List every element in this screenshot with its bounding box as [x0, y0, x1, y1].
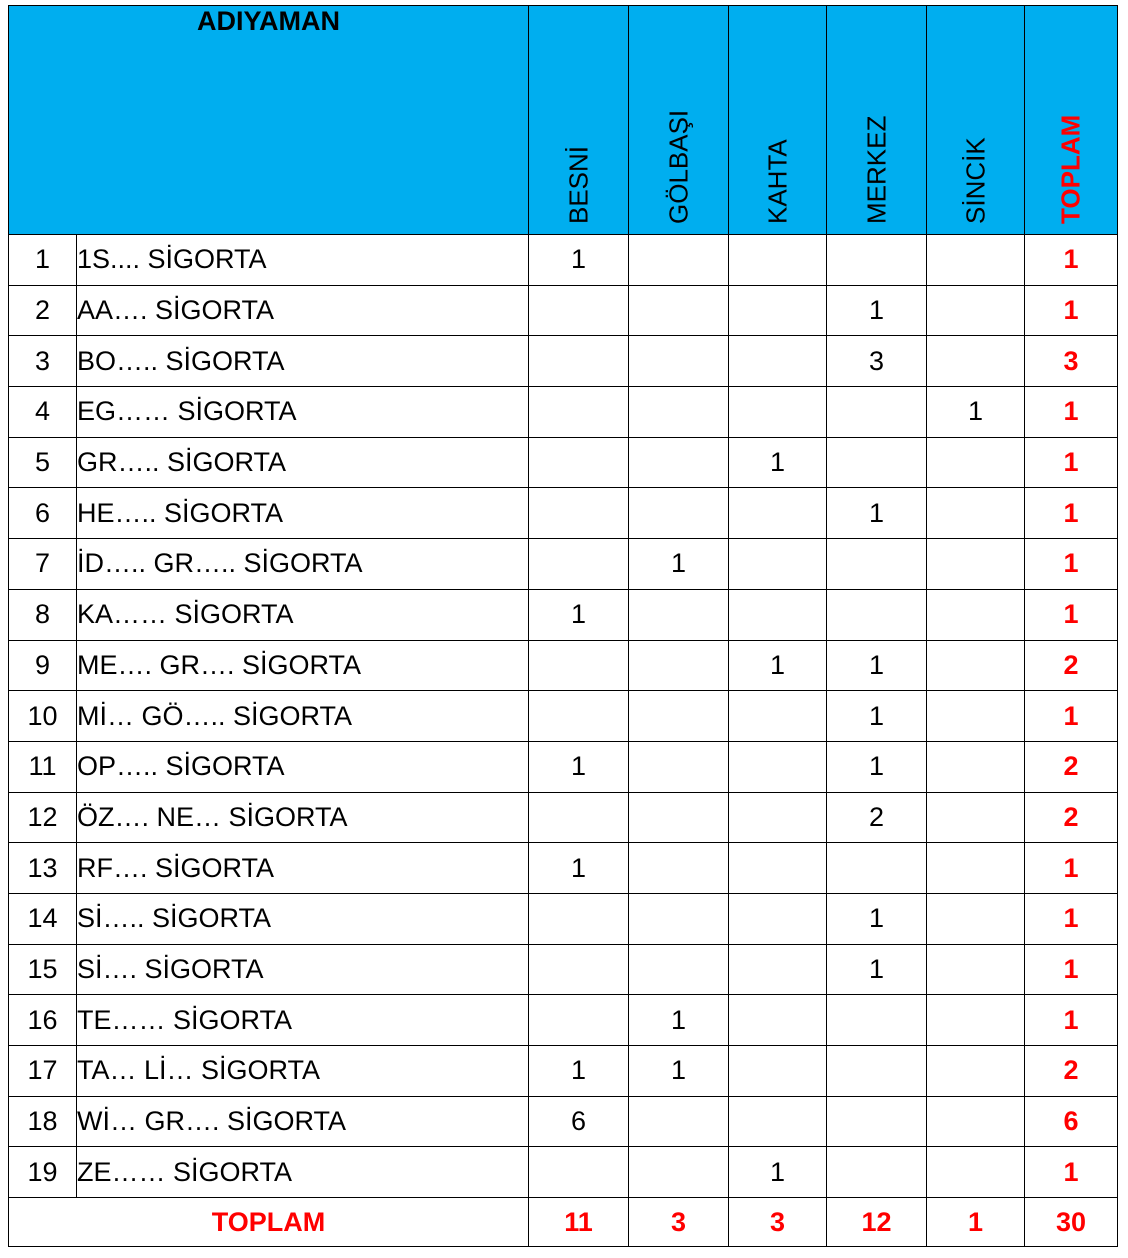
district-count — [629, 336, 729, 387]
company-name: Wİ… GR…. SİGORTA — [77, 1096, 529, 1147]
row-total: 2 — [1025, 1046, 1118, 1097]
row-total: 1 — [1025, 589, 1118, 640]
row-number: 5 — [9, 437, 77, 488]
district-count — [827, 1096, 927, 1147]
district-count — [827, 437, 927, 488]
column-header-merkez — [827, 6, 927, 235]
district-count: 1 — [827, 285, 927, 336]
company-name: Mİ… GÖ….. SİGORTA — [77, 691, 529, 742]
table-row — [9, 1147, 1118, 1198]
company-name: 1S.... SİGORTA — [77, 235, 529, 286]
row-total: 1 — [1025, 437, 1118, 488]
district-count — [827, 235, 927, 286]
row-number: 15 — [9, 944, 77, 995]
district-count — [927, 235, 1025, 286]
district-count — [629, 285, 729, 336]
row-number: 12 — [9, 792, 77, 843]
table-row — [9, 691, 1118, 742]
district-count — [827, 843, 927, 894]
row-total: 3 — [1025, 336, 1118, 387]
district-count — [529, 539, 629, 590]
district-count — [729, 539, 827, 590]
district-count: 1 — [529, 1046, 629, 1097]
footer-label: TOPLAM — [9, 1198, 529, 1247]
table-row — [9, 387, 1118, 438]
district-count — [927, 336, 1025, 387]
footer-value: 3 — [629, 1198, 729, 1247]
district-count — [729, 995, 827, 1046]
row-total: 1 — [1025, 944, 1118, 995]
district-count — [529, 893, 629, 944]
district-count — [729, 235, 827, 286]
district-count — [629, 1147, 729, 1198]
district-count: 1 — [827, 893, 927, 944]
row-number: 6 — [9, 488, 77, 539]
footer-value: 12 — [827, 1198, 927, 1247]
table-row — [9, 539, 1118, 590]
company-name: BO….. SİGORTA — [77, 336, 529, 387]
table-row — [9, 437, 1118, 488]
column-header-label: GÖLBAŞI — [663, 109, 694, 224]
footer-grand-total: 30 — [1025, 1198, 1118, 1247]
footer-value: 1 — [927, 1198, 1025, 1247]
table-row — [9, 285, 1118, 336]
district-count — [927, 488, 1025, 539]
row-number: 3 — [9, 336, 77, 387]
company-name: İD….. GR….. SİGORTA — [77, 539, 529, 590]
district-count — [529, 437, 629, 488]
row-total: 1 — [1025, 539, 1118, 590]
company-name: GR….. SİGORTA — [77, 437, 529, 488]
district-count — [629, 843, 729, 894]
district-count — [629, 1096, 729, 1147]
district-count — [827, 1147, 927, 1198]
district-count — [827, 995, 927, 1046]
table-row — [9, 488, 1118, 539]
district-count — [529, 995, 629, 1046]
district-count — [529, 387, 629, 438]
row-number: 17 — [9, 1046, 77, 1097]
table-row — [9, 1046, 1118, 1097]
district-count — [729, 1096, 827, 1147]
table-row — [9, 1096, 1118, 1147]
district-count — [729, 843, 827, 894]
district-count — [927, 1147, 1025, 1198]
company-name: TA… Lİ… SİGORTA — [77, 1046, 529, 1097]
district-count — [629, 691, 729, 742]
row-number: 19 — [9, 1147, 77, 1198]
district-count — [927, 944, 1025, 995]
district-count — [927, 1096, 1025, 1147]
row-number: 13 — [9, 843, 77, 894]
company-name: HE….. SİGORTA — [77, 488, 529, 539]
district-count — [729, 1046, 827, 1097]
row-total: 1 — [1025, 387, 1118, 438]
column-header-label: BESNİ — [563, 145, 594, 224]
district-count — [529, 640, 629, 691]
district-count: 6 — [529, 1096, 629, 1147]
district-count: 1 — [529, 235, 629, 286]
row-total: 1 — [1025, 691, 1118, 742]
row-total: 2 — [1025, 741, 1118, 792]
district-count — [729, 336, 827, 387]
district-count — [629, 741, 729, 792]
row-number: 10 — [9, 691, 77, 742]
district-count — [729, 893, 827, 944]
district-count — [529, 488, 629, 539]
table-row — [9, 944, 1118, 995]
column-header-kahta — [729, 6, 827, 235]
row-total: 1 — [1025, 1147, 1118, 1198]
company-name: RF…. SİGORTA — [77, 843, 529, 894]
company-name: Sİ…. SİGORTA — [77, 944, 529, 995]
district-count — [729, 944, 827, 995]
district-count — [927, 792, 1025, 843]
district-count: 1 — [729, 1147, 827, 1198]
footer-total-row — [9, 1198, 1118, 1247]
column-header-label: KAHTA — [762, 139, 793, 224]
district-count — [729, 741, 827, 792]
district-count: 1 — [629, 1046, 729, 1097]
district-count — [629, 387, 729, 438]
district-count — [729, 387, 827, 438]
district-count: 1 — [629, 539, 729, 590]
row-total: 1 — [1025, 843, 1118, 894]
company-name: KA…… SİGORTA — [77, 589, 529, 640]
district-count — [927, 285, 1025, 336]
row-total: 1 — [1025, 488, 1118, 539]
district-count: 1 — [529, 589, 629, 640]
district-count — [927, 893, 1025, 944]
district-count — [927, 1046, 1025, 1097]
column-header-sincik — [927, 6, 1025, 235]
company-name: ME…. GR…. SİGORTA — [77, 640, 529, 691]
district-count: 1 — [729, 640, 827, 691]
column-header-label: MERKEZ — [861, 115, 892, 224]
column-header-besni — [529, 6, 629, 235]
row-number: 2 — [9, 285, 77, 336]
company-name: EG…… SİGORTA — [77, 387, 529, 438]
row-number: 4 — [9, 387, 77, 438]
district-count — [529, 1147, 629, 1198]
district-count — [927, 640, 1025, 691]
row-number: 18 — [9, 1096, 77, 1147]
table-row — [9, 235, 1118, 286]
district-count — [529, 691, 629, 742]
table-row — [9, 792, 1118, 843]
district-count — [629, 944, 729, 995]
table-row — [9, 995, 1118, 1046]
district-count — [529, 792, 629, 843]
district-count — [629, 488, 729, 539]
district-count — [529, 285, 629, 336]
district-count — [629, 589, 729, 640]
district-count — [927, 589, 1025, 640]
district-count: 1 — [827, 741, 927, 792]
district-count — [529, 944, 629, 995]
district-count — [629, 437, 729, 488]
column-header-golbasi — [629, 6, 729, 235]
district-count — [629, 893, 729, 944]
company-name: ZE…… SİGORTA — [77, 1147, 529, 1198]
table-row — [9, 336, 1118, 387]
district-count — [827, 387, 927, 438]
district-count: 1 — [827, 691, 927, 742]
district-count — [827, 589, 927, 640]
row-total: 1 — [1025, 285, 1118, 336]
district-count — [729, 691, 827, 742]
table-row — [9, 893, 1118, 944]
district-count: 3 — [827, 336, 927, 387]
row-number: 9 — [9, 640, 77, 691]
district-count — [629, 235, 729, 286]
row-number: 11 — [9, 741, 77, 792]
row-number: 7 — [9, 539, 77, 590]
district-count — [827, 539, 927, 590]
row-number: 1 — [9, 235, 77, 286]
total-header-label: TOPLAM — [1055, 114, 1086, 224]
district-count — [927, 995, 1025, 1046]
district-count — [927, 691, 1025, 742]
column-header-label: SİNCİK — [960, 137, 991, 224]
district-count — [729, 285, 827, 336]
district-count — [827, 1046, 927, 1097]
row-total: 6 — [1025, 1096, 1118, 1147]
table-row — [9, 741, 1118, 792]
table-row — [9, 640, 1118, 691]
district-count: 1 — [729, 437, 827, 488]
row-total: 1 — [1025, 995, 1118, 1046]
district-count — [629, 792, 729, 843]
district-count — [927, 741, 1025, 792]
company-name: Sİ….. SİGORTA — [77, 893, 529, 944]
row-number: 8 — [9, 589, 77, 640]
district-count — [729, 589, 827, 640]
company-name: OP….. SİGORTA — [77, 741, 529, 792]
row-total: 2 — [1025, 640, 1118, 691]
district-count: 1 — [529, 741, 629, 792]
district-count — [729, 488, 827, 539]
district-count — [529, 336, 629, 387]
row-number: 14 — [9, 893, 77, 944]
row-total: 2 — [1025, 792, 1118, 843]
footer-value: 11 — [529, 1198, 629, 1247]
district-count: 2 — [827, 792, 927, 843]
footer-value: 3 — [729, 1198, 827, 1247]
header-row — [9, 6, 1118, 235]
adiyaman-table — [8, 5, 1118, 1247]
row-total: 1 — [1025, 235, 1118, 286]
table-title: ADIYAMAN — [9, 6, 529, 235]
district-count — [927, 539, 1025, 590]
district-count — [927, 843, 1025, 894]
company-name: TE…… SİGORTA — [77, 995, 529, 1046]
row-total: 1 — [1025, 893, 1118, 944]
table-row — [9, 589, 1118, 640]
row-number: 16 — [9, 995, 77, 1046]
district-count: 1 — [827, 944, 927, 995]
district-count: 1 — [827, 488, 927, 539]
district-count: 1 — [529, 843, 629, 894]
district-count — [729, 792, 827, 843]
company-name: AA…. SİGORTA — [77, 285, 529, 336]
district-count: 1 — [827, 640, 927, 691]
company-name: ÖZ…. NE… SİGORTA — [77, 792, 529, 843]
district-count: 1 — [927, 387, 1025, 438]
table-row — [9, 843, 1118, 894]
district-count — [629, 640, 729, 691]
column-header-total — [1025, 6, 1118, 235]
district-count: 1 — [629, 995, 729, 1046]
district-count — [927, 437, 1025, 488]
